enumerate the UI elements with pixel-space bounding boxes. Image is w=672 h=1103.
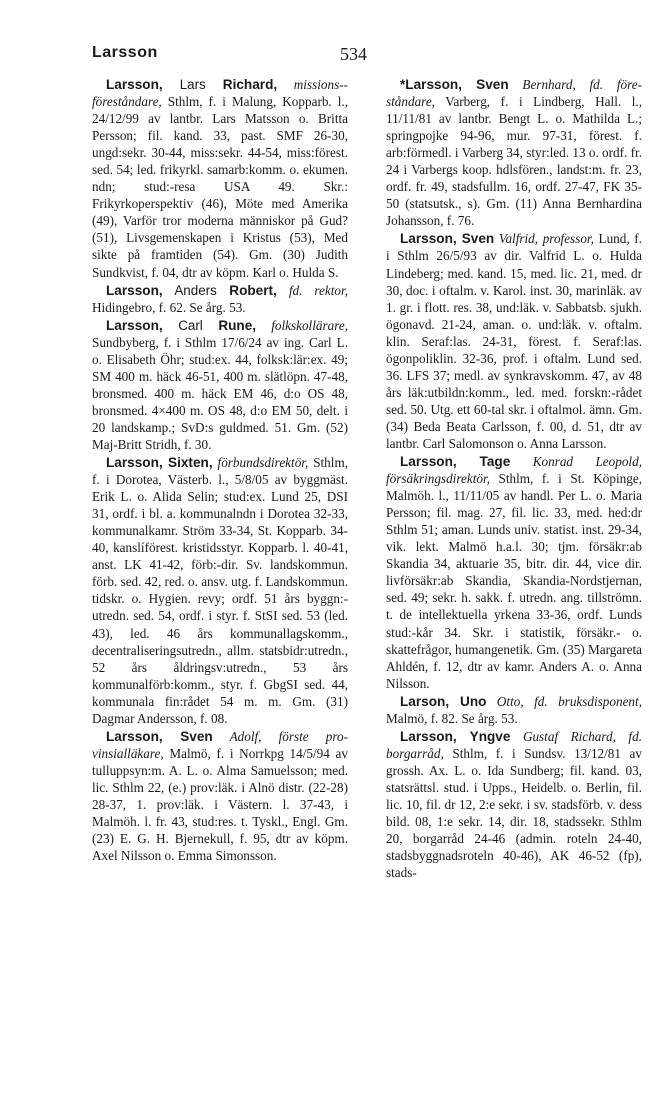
entry-sven-adolf <box>92 728 348 864</box>
entry-call-name: Sven <box>461 231 495 247</box>
right-column <box>386 76 642 882</box>
entry-body: Sundbyberg, f. i Sthlm 17/6/24 av ing. Carl L. o. Elisabeth Öhr; stud:ex. 44, folksk:lär:ex. 49; SM 400 m. häck 46-51, 400 m. slätlöpn. 47-48, bronsmed. 400 m. häck EM 46, d:o OS 48, bronsmed. 4×400 m. OS 48, d:o EM 50, delt. i 20 landskamp.; SvD:s guldmed. 51. Gm. (52) Maj-Britt Stridh, f. 30. <box>92 334 348 452</box>
entry-given-names <box>457 454 480 469</box>
entry-title: Valfrid, professor, <box>494 231 594 247</box>
running-head-name: Larsson <box>92 44 158 61</box>
entry-given-names: Lars <box>162 77 223 92</box>
entry-title: Bernhard, fd. föreståndare, <box>386 77 642 110</box>
entry-body: Sthlm, f. i Malung, Kopparb. l., 24/12/99 av lantbr. Lars Matsson o. Britta Persson; fil. kand. 33, past. SMF 26-30, ungd:sekr. 30-44, miss:sekr. 44-54, miss:förest. sed. 54; led. frikyrkl. samarb:komm. o. ekumen. ndn; stud:-resa USA 49. Skr.: Frikyrkoperspektiv (46), Möte med Amerika (49), Varför tror moderna människor på Gud? (51), Livsgemenskapen i Kristus (53), Med sikte på framtiden (54). Gm. (30) Judith Sundkvist, f. 04, dtr av köpm. Karl o. Hulda S. <box>92 94 348 280</box>
entry-surname: Larsson, <box>400 454 457 470</box>
entry-surname: Larsson, <box>106 282 163 298</box>
entry-title: Otto, fd. bruksdisponent, <box>486 693 642 709</box>
entry-surname: Larsson, <box>400 728 457 744</box>
entry-carl-rune <box>92 317 348 453</box>
entry-given-names: Carl <box>162 317 219 333</box>
entry-call-name: Yngve <box>469 728 511 744</box>
entry-sven-bernhard <box>386 76 642 229</box>
entry-body: Varberg, f. i Lindberg, Hall. l., 11/11/81 av lantbr. Bengt L. o. Mathilda L.; springpojke 94-96, mur. 97-31, förest. f. arb:förmedl. i Varberg 34, styr:led. 13 o. ordf. fr. 24 i Varbergs koop. hdlsfören., landst:m. fr. 23, ordf. fr. 49, stadsfullm. 16, ordf. 27-47, FK 35-50 (statsutsk., s). Gm. (11) Anna Bernhardina Johansson, f. 76. <box>386 94 642 229</box>
entry-lars-richard <box>92 76 348 281</box>
entry-sixten <box>92 454 348 727</box>
page-number: 534 <box>340 44 367 64</box>
entry-title: Adolf, förste provinsialläkare, <box>92 728 348 761</box>
entry-given-names <box>163 729 181 744</box>
entry-call-name: Richard, <box>222 77 278 92</box>
entry-sven-valfrid <box>386 230 642 452</box>
entry-title: Gustaf Richard, fd. borgarråd, <box>386 728 642 761</box>
entry-call-name: Tage <box>479 454 511 470</box>
entry-call-name: Uno <box>460 693 487 709</box>
entry-body: Hidingebro, f. 62. Se årg. 53. <box>92 299 246 315</box>
entry-call-name: Sixten, <box>168 455 213 471</box>
entry-body: Malmö, f. 82. Se årg. 53. <box>386 710 518 726</box>
running-head <box>92 44 616 68</box>
entry-given-names: Anders <box>162 282 230 298</box>
entry-body: Sthlm, f. i Dorotea, Västerb. l., 5/8/05 av byggmäst. Erik L. o. Alida Selin; stud:ex. Lund 25, DSI 31, ordf. i bl. a. kommunalndn i Dorotea 32-33, kommunalkamr. Ström 33-34, St. Kopparb. 34-40, kanslíförest. kristidsstyr. Kopparb. l. 40-41, anst. LK 41-42, förb:-dir. Sv. landskommun. förb. sed. 42, red. o. ansv. utg. f. Landskommun. tidskr. o. Hygien. revy; ordf. 51 års byggn:-utredn. sed. 54, ordf. i styr. f. StSI sed. 53 (led. 43), led. 46 års kommunallagskomm., decentraliseringsutredn., allm. statsbidr:utredn., 52 års åldringsv:utredn., 53 års kommunalförb:komm., styr. f. GbgSI sed. 44, kommunala fin:rådet 54 m. m. Gm. (31) Dagmar Andersson, f. 08. <box>92 455 348 726</box>
entry-surname: Larsson, <box>400 231 457 247</box>
entry-body: Sthlm, f. i Sundsv. 13/12/81 av grossh. Ax. L. o. Ida Sundberg; fil. kand. 03, statsrättsl. stud. i Upps., Heidelb. o. Berlin, fil. lic. 10, fil. dr 12, 2:e sekr. i sv. stadsförb. v. dess bild. 08, 1:e sekr. 14, dir. 18, stadssekr. Sthlm 20, borgarråd 24-46 (admin. roteln 24-40, stadsbyggnadsroteln 40-46), AK 46-52 (fp), stads- <box>386 745 642 881</box>
entry-title: Konrad Leopold, försäkringsdirektör, <box>386 454 642 487</box>
entry-surname: Larsson, <box>106 77 163 92</box>
entry-yngve <box>386 728 642 881</box>
entry-call-name: Sven <box>476 77 509 92</box>
entry-call-name: Sven <box>180 728 213 744</box>
entry-body: Sthlm, f. i St. Köpinge, Malmöh. l., 11/11/05 av handl. Per L. o. Maria Persson; fil. mag. 27, fil. lic. 33, med. hed:dr Sthlm 51; aman. Lunds univ. statist. inst. 29-34, vik. lekt. Malmö h.a.l. 30; tjm. försäkr:ab Skandia 34, aktuarie 35, bitr. dir. 44, vice dir. livförsäkr:ab Skandia, Skandia-Nordstjernan, sed. 49; sekr. h. sakk. f. utredn. ang. tillströmn. t. de intellektuella yrkena 33-36, ordf. Lunds stud:-kår 34. Skr. i statistik, försäkr.- o. skattefrågor, humangenetik. Gm. (35) Margareta Ahldén, f. 12, dtr av kamr. Anders A. o. Anna Nilsson. <box>386 471 642 691</box>
entry-title: fd. rektor, <box>276 282 348 298</box>
entry-uno <box>386 693 642 727</box>
entry-surname: Larson, <box>400 693 450 709</box>
entry-call-name: Robert, <box>229 282 277 298</box>
entry-tage <box>386 453 642 692</box>
entry-body: Lund, f. i Sthlm 26/5/93 av dir. Valfrid L. o. Hulda Lindeberg; med. kand. 15, med. lic. 21, med. dr 30, doc. i oftalm. v. Karol. inst. 30, marinläk. av 1. gr. i flott. res. 38, und:läk. v. Sabbatsb. sjukh. ögonavd. 21-24, aman. o. und:läk. v. oftalm. klin. Seraf:las. 24-31, förest. f. Seraf:las. ögonpoliklin. 32-36, prof. i oftalm. Lund sed. 36. LFS 37; medl. av synkravskomm. 47, av 48 års läk:utbildn:komm., led. med. forskn:-rådet sed. 50. Utg. ett 60-tal skr. i oftalmol. ämn. Gm. (34) Beda Beata Carlsson, f. 00, d. 51, dtr av lantbr. Carl Salomonson o. Anna Larsson. <box>386 231 642 451</box>
entry-given-names <box>462 77 476 92</box>
left-column <box>92 76 348 865</box>
entry-title: folkskollärare, <box>256 317 348 333</box>
entry-call-name: Rune, <box>218 317 257 333</box>
entry-surname: *Larsson, <box>400 77 462 92</box>
entry-title: förbundsdirektör, <box>212 455 309 471</box>
entry-anders-robert <box>92 282 348 316</box>
entry-surname: Larsson, <box>106 317 163 333</box>
entry-given-names <box>457 729 470 744</box>
entry-body: Malmö, f. i Norrkpg 14/5/94 av tulluppsyn:m. A. L. o. Alma Samuelsson; med. lic. Sthlm 22, (e.) prov:läk. i Alnö distr. (22-28) 28-37, 1. prov:läk. i Västern. l. 37-43, i Malmöh. l. fr. 43, stud:res. t. Tyskl., Engl. Gm. (23) E. G. H. Bjernekull, f. 95, dtr av köpm. Axel Nilsson o. Emma Simonsson. <box>92 745 348 864</box>
entry-title: missions-föreståndare, <box>92 77 349 110</box>
entry-surname: Larsson, <box>106 455 163 471</box>
entry-given-names <box>449 694 460 709</box>
entry-surname: Larsson, <box>106 728 163 744</box>
